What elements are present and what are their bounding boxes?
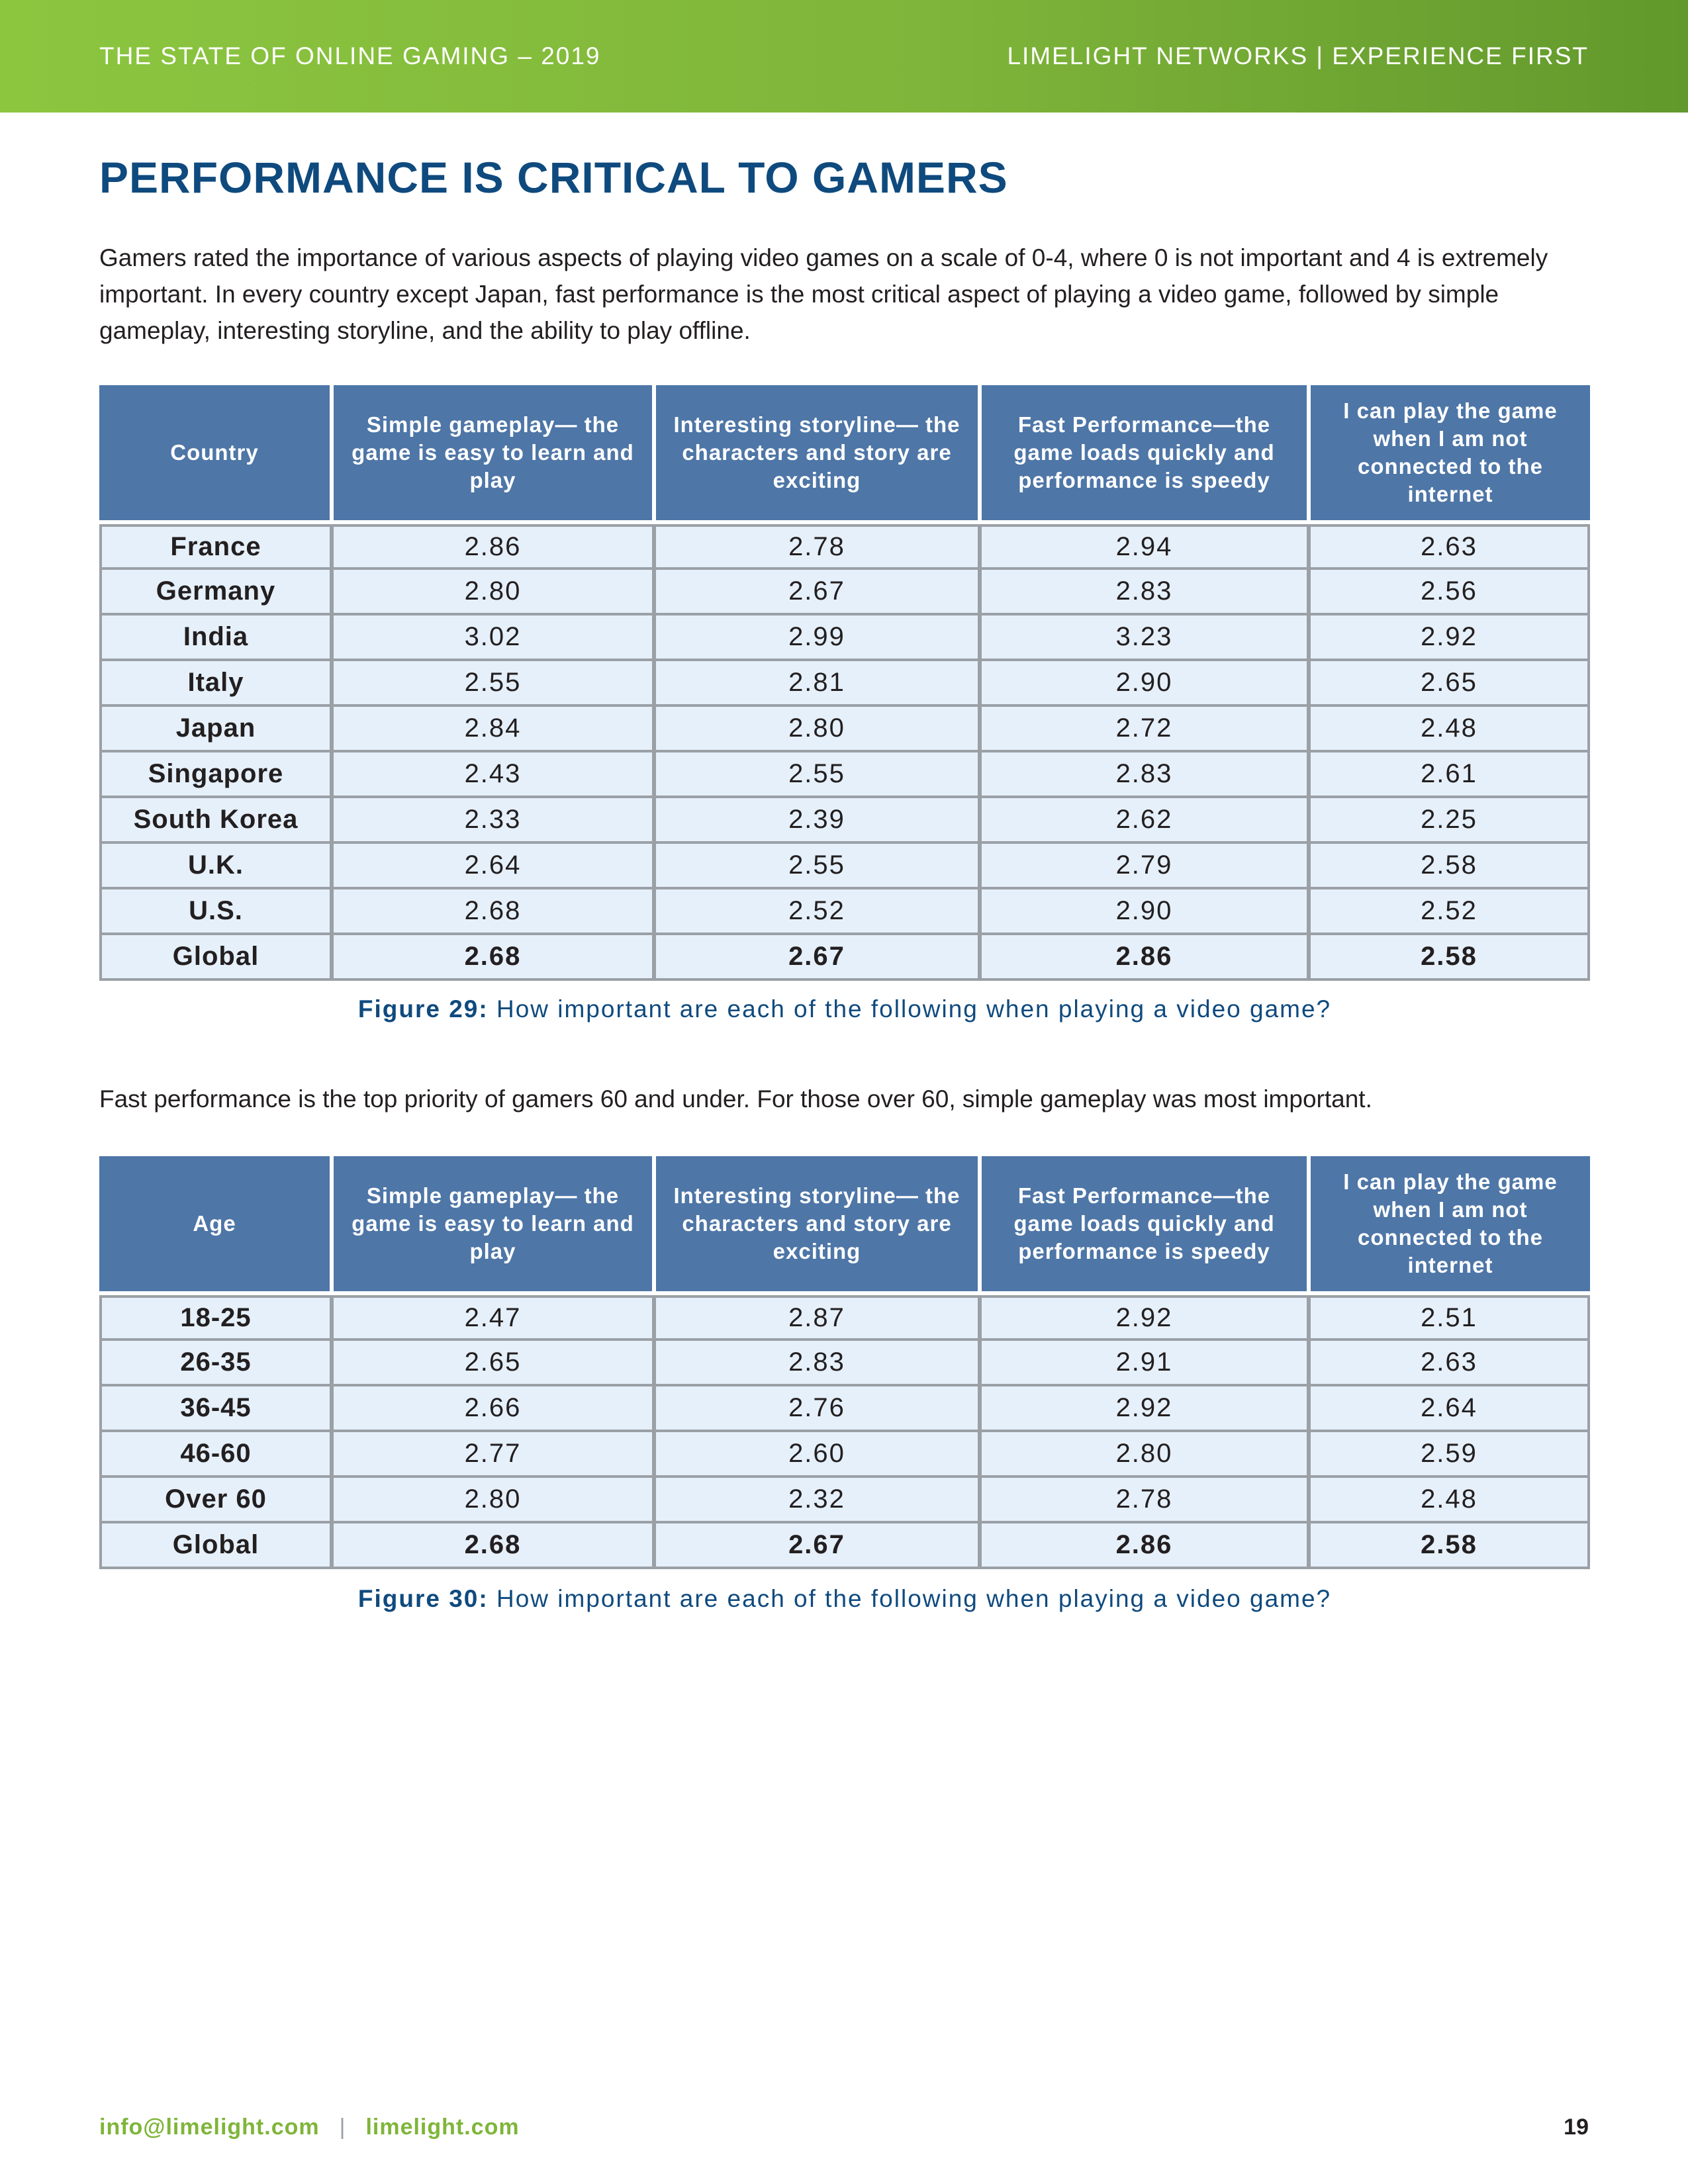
table-cell: 2.90 xyxy=(982,889,1311,935)
report-title: THE STATE OF ONLINE GAMING – 2019 xyxy=(99,42,601,69)
figure-label: Figure 29: xyxy=(357,995,489,1023)
footer-separator: | xyxy=(339,2115,346,2140)
table-cell: 2.86 xyxy=(334,524,656,570)
table-cell: 2.87 xyxy=(656,1295,982,1341)
row-label: Germany xyxy=(99,570,334,615)
row-label: India xyxy=(99,615,334,661)
email-link[interactable]: info@limelight.com xyxy=(99,2115,320,2140)
column-header: Interesting storyline— the characters and story are exciting xyxy=(656,385,982,524)
table-cell: 3.02 xyxy=(334,615,656,661)
global-total-row xyxy=(99,935,1590,981)
table-cell: 2.83 xyxy=(982,752,1311,798)
table-row xyxy=(99,1478,1590,1524)
table-row xyxy=(99,661,1590,707)
table-cell: 2.58 xyxy=(1311,1524,1590,1569)
table-cell: 2.67 xyxy=(656,1524,982,1569)
table-row xyxy=(99,707,1590,752)
table-row xyxy=(99,889,1590,935)
page-title: PERFORMANCE IS CRITICAL TO GAMERS xyxy=(99,153,1008,202)
table-cell: 2.25 xyxy=(1311,798,1590,844)
table-row xyxy=(99,1387,1590,1432)
figure-caption-text: How important are each of the following when playing a video game? xyxy=(496,995,1332,1023)
figure-caption xyxy=(99,1584,1590,1614)
figure-caption-text: How important are each of the following when playing a video game? xyxy=(496,1585,1332,1612)
table-cell: 2.51 xyxy=(1311,1295,1590,1341)
table-row xyxy=(99,752,1590,798)
row-label: 46-60 xyxy=(99,1432,334,1478)
table-row xyxy=(99,1295,1590,1341)
table-cell: 2.80 xyxy=(334,570,656,615)
table-cell: 2.55 xyxy=(334,661,656,707)
page-header xyxy=(0,0,1688,113)
row-label: 18-25 xyxy=(99,1295,334,1341)
table-cell: 2.48 xyxy=(1311,1478,1590,1524)
row-label: Singapore xyxy=(99,752,334,798)
table-cell: 2.84 xyxy=(334,707,656,752)
column-header: Simple gameplay— the game is easy to learn and play xyxy=(334,385,656,524)
table-cell: 2.68 xyxy=(334,935,656,981)
table-header-row xyxy=(99,1156,1590,1295)
column-header: I can play the game when I am not connected to the internet xyxy=(1311,1156,1590,1295)
table-cell: 2.91 xyxy=(982,1341,1311,1387)
table-cell: 2.94 xyxy=(982,524,1311,570)
table-cell: 2.59 xyxy=(1311,1432,1590,1478)
row-label: U.K. xyxy=(99,844,334,889)
table-cell: 2.78 xyxy=(656,524,982,570)
row-label: South Korea xyxy=(99,798,334,844)
table-cell: 2.63 xyxy=(1311,524,1590,570)
table-cell: 2.64 xyxy=(1311,1387,1590,1432)
table-cell: 2.32 xyxy=(656,1478,982,1524)
row-label: France xyxy=(99,524,334,570)
table-cell: 2.80 xyxy=(334,1478,656,1524)
table-cell: 2.92 xyxy=(982,1295,1311,1341)
table-cell: 2.48 xyxy=(1311,707,1590,752)
country-importance-table xyxy=(99,385,1590,981)
row-label: 26-35 xyxy=(99,1341,334,1387)
figure-label: Figure 30: xyxy=(357,1585,489,1612)
table-cell: 2.61 xyxy=(1311,752,1590,798)
table-cell: 2.81 xyxy=(656,661,982,707)
row-label: Over 60 xyxy=(99,1478,334,1524)
table-cell: 2.56 xyxy=(1311,570,1590,615)
table-row xyxy=(99,798,1590,844)
table-cell: 2.66 xyxy=(334,1387,656,1432)
table-cell: 2.90 xyxy=(982,661,1311,707)
table-cell: 2.76 xyxy=(656,1387,982,1432)
figure-caption xyxy=(99,994,1590,1024)
table-cell: 2.58 xyxy=(1311,935,1590,981)
table-cell: 2.79 xyxy=(982,844,1311,889)
table-cell: 2.80 xyxy=(656,707,982,752)
table-cell: 2.62 xyxy=(982,798,1311,844)
company-tagline: LIMELIGHT NETWORKS | EXPERIENCE FIRST xyxy=(1007,42,1589,69)
table-cell: 2.99 xyxy=(656,615,982,661)
table-cell: 2.68 xyxy=(334,889,656,935)
column-header: Fast Performance—the game loads quickly and performance is speedy xyxy=(982,1156,1311,1295)
website-link[interactable]: limelight.com xyxy=(365,2115,520,2140)
table-row xyxy=(99,570,1590,615)
table-cell: 2.52 xyxy=(656,889,982,935)
table-cell: 2.83 xyxy=(656,1341,982,1387)
column-header: Interesting storyline— the characters and story are exciting xyxy=(656,1156,982,1295)
table-cell: 2.60 xyxy=(656,1432,982,1478)
column-header: Country xyxy=(99,385,334,524)
row-label: Global xyxy=(99,1524,334,1569)
table-cell: 3.23 xyxy=(982,615,1311,661)
table-cell: 2.55 xyxy=(656,752,982,798)
table-header-row xyxy=(99,385,1590,524)
table-cell: 2.58 xyxy=(1311,844,1590,889)
column-header: Fast Performance—the game loads quickly and performance is speedy xyxy=(982,385,1311,524)
table-cell: 2.65 xyxy=(334,1341,656,1387)
table-cell: 2.86 xyxy=(982,935,1311,981)
row-label: Italy xyxy=(99,661,334,707)
table-cell: 2.67 xyxy=(656,570,982,615)
column-header: I can play the game when I am not connected to the internet xyxy=(1311,385,1590,524)
table-row xyxy=(99,844,1590,889)
table-cell: 2.86 xyxy=(982,1524,1311,1569)
table-row xyxy=(99,1341,1590,1387)
global-total-row xyxy=(99,1524,1590,1569)
table-cell: 2.39 xyxy=(656,798,982,844)
table-cell: 2.77 xyxy=(334,1432,656,1478)
table-cell: 2.64 xyxy=(334,844,656,889)
table-cell: 2.47 xyxy=(334,1295,656,1341)
table-cell: 2.65 xyxy=(1311,661,1590,707)
table-row xyxy=(99,524,1590,570)
row-label: Japan xyxy=(99,707,334,752)
table-cell: 2.33 xyxy=(334,798,656,844)
table-cell: 2.83 xyxy=(982,570,1311,615)
row-label: Global xyxy=(99,935,334,981)
page-number: 19 xyxy=(1564,2115,1589,2140)
table-cell: 2.78 xyxy=(982,1478,1311,1524)
body-paragraph: Fast performance is the top priority of gamers 60 and under. For those over 60, simple gameplay was most important. xyxy=(99,1085,1372,1113)
table-cell: 2.68 xyxy=(334,1524,656,1569)
table-cell: 2.72 xyxy=(982,707,1311,752)
row-label: U.S. xyxy=(99,889,334,935)
table-cell: 2.43 xyxy=(334,752,656,798)
table-cell: 2.55 xyxy=(656,844,982,889)
age-importance-table xyxy=(99,1156,1590,1569)
table-cell: 2.52 xyxy=(1311,889,1590,935)
table-cell: 2.63 xyxy=(1311,1341,1590,1387)
footer-contact xyxy=(99,2113,520,2142)
table-cell: 2.80 xyxy=(982,1432,1311,1478)
table-cell: 2.67 xyxy=(656,935,982,981)
table-row xyxy=(99,615,1590,661)
table-cell: 2.92 xyxy=(1311,615,1590,661)
column-header: Age xyxy=(99,1156,334,1295)
intro-paragraph: Gamers rated the importance of various aspects of playing video games on a scale of 0-4, where 0 is not important and 4 is extremely important. In every country except Japan, fast performance is the most critical aspect of playing a video game, followed by simple gameplay, interesting storyline, and the ability to play offline. xyxy=(99,244,1548,344)
column-header: Simple gameplay— the game is easy to learn and play xyxy=(334,1156,656,1295)
table-row xyxy=(99,1432,1590,1478)
row-label: 36-45 xyxy=(99,1387,334,1432)
table-cell: 2.92 xyxy=(982,1387,1311,1432)
